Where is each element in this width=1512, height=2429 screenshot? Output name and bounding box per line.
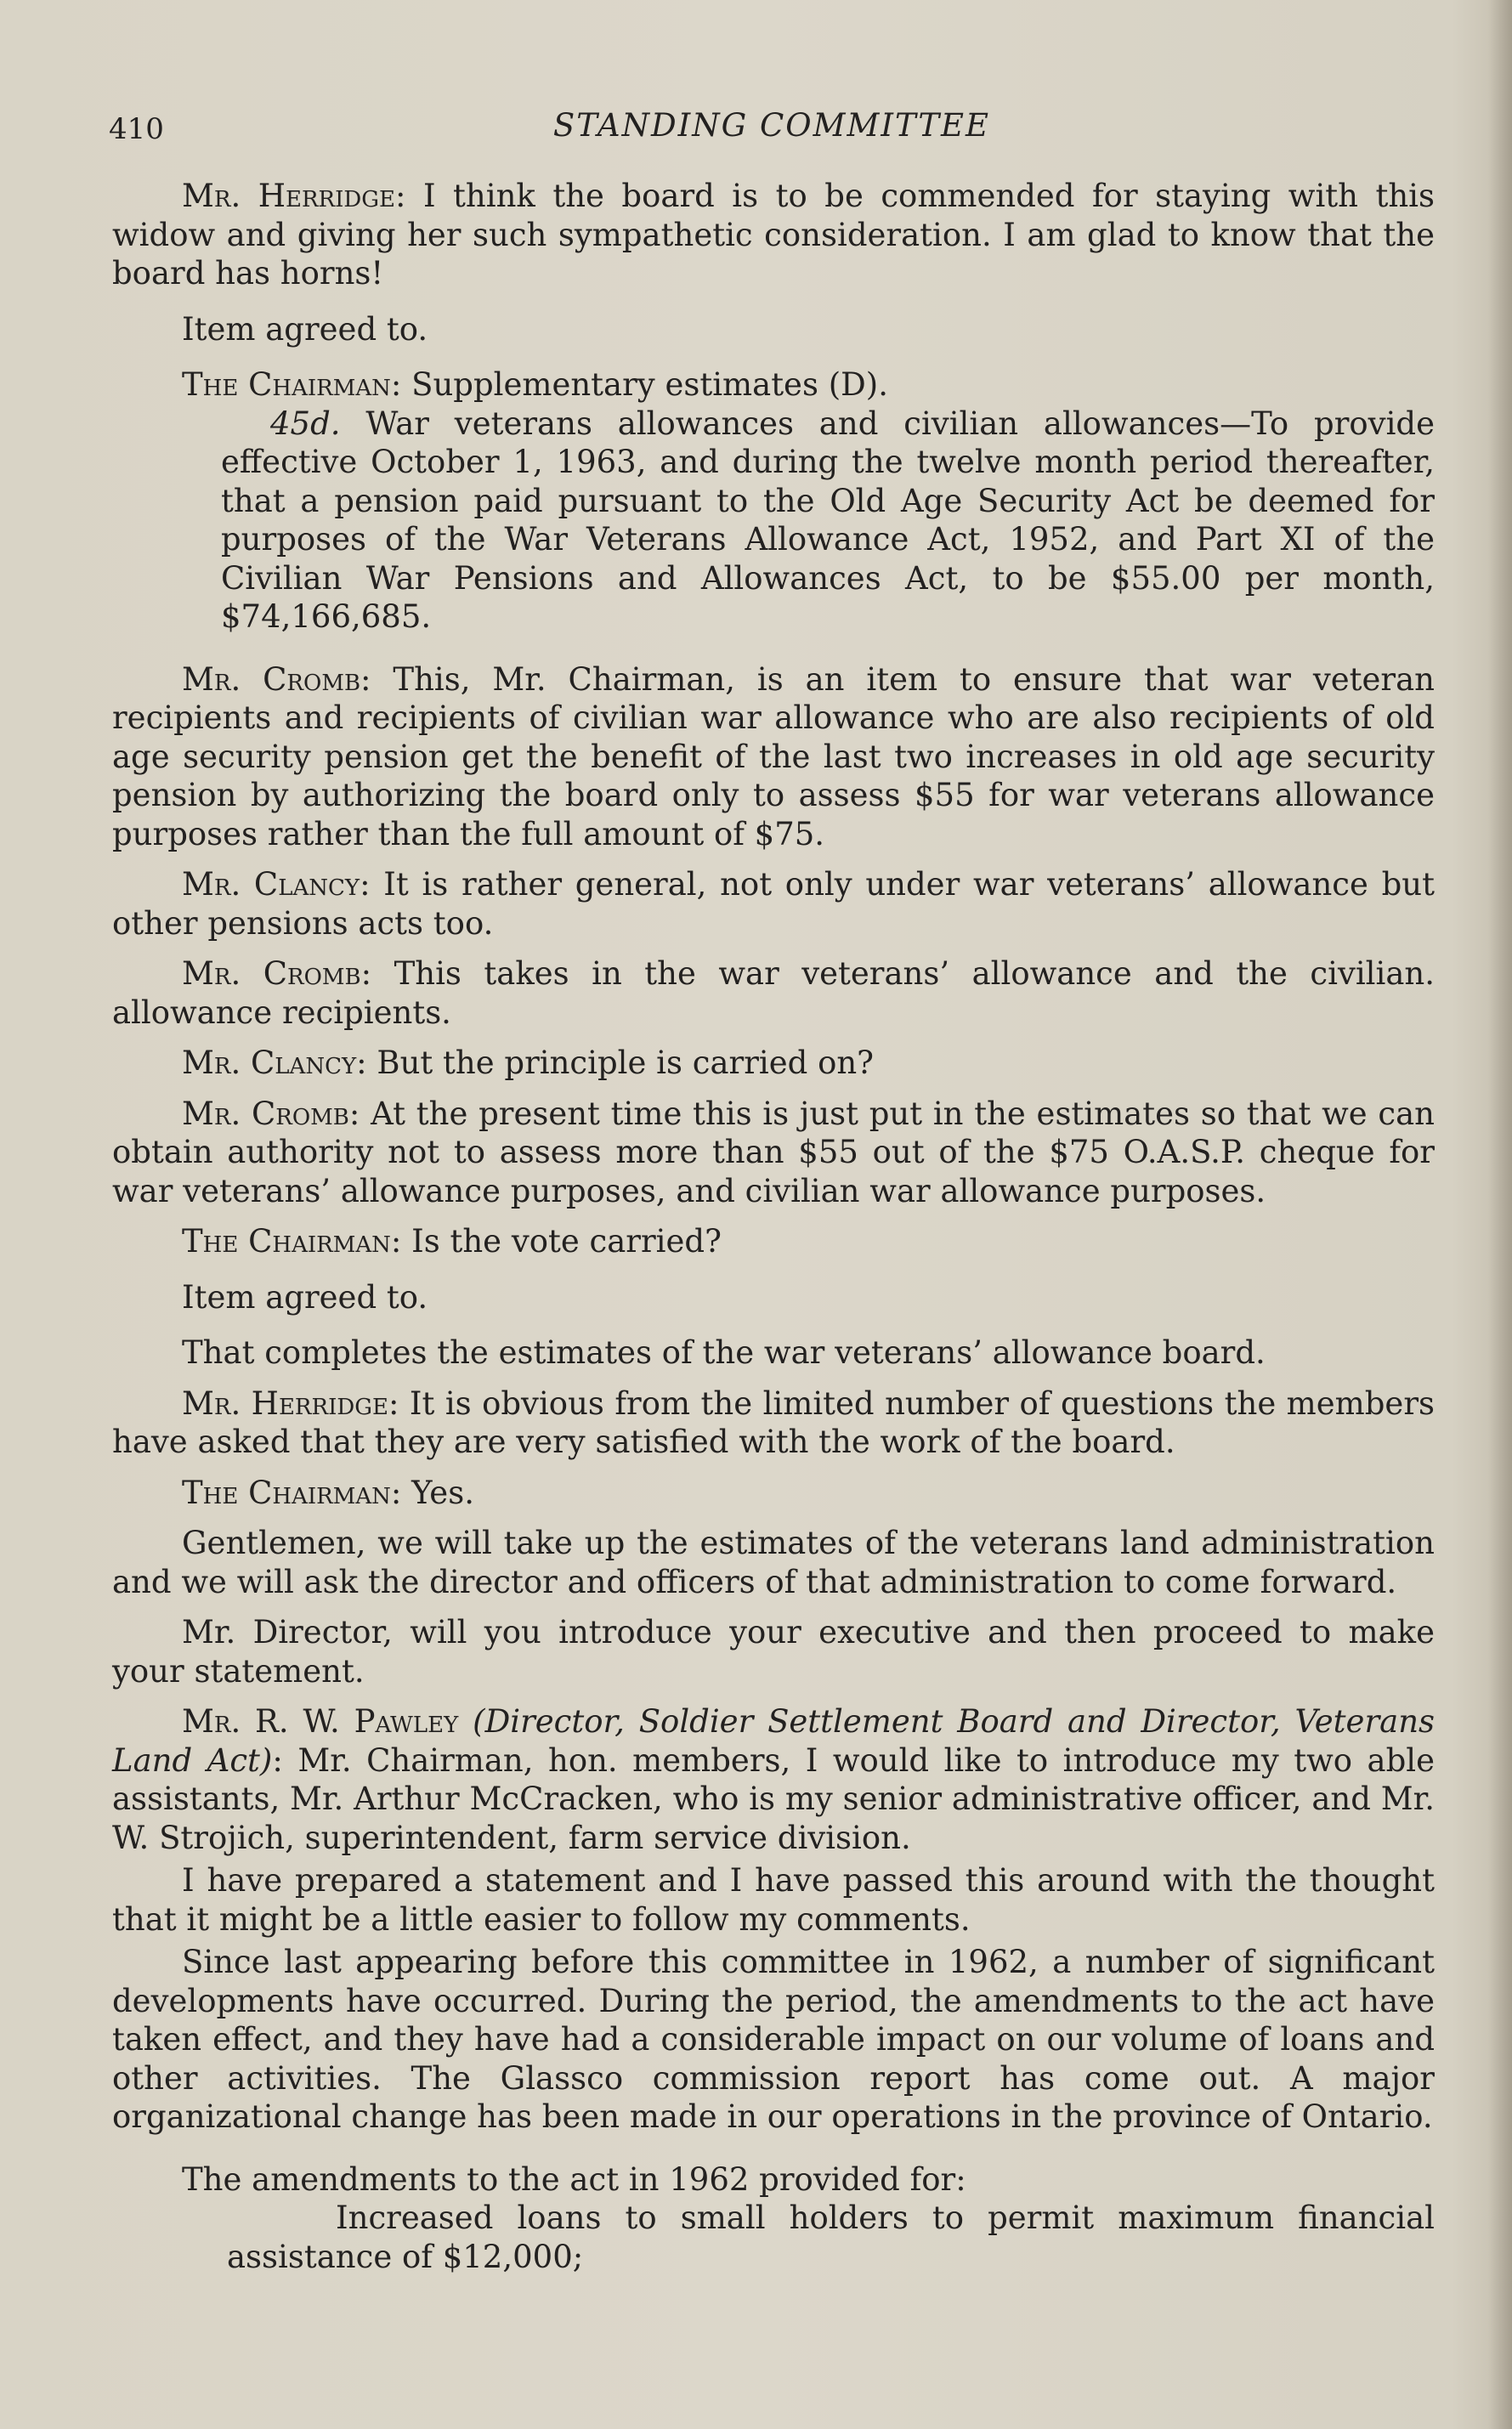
paragraph: [112, 2160, 1435, 2200]
paragraph-text: The amendments to the act in 1962 provided for:: [182, 2160, 966, 2198]
text-body: [112, 177, 1435, 2276]
paragraph-text: Is the vote carried?: [411, 1223, 722, 1260]
speaker-name: The Chairman: [182, 1474, 391, 1511]
paragraph: [112, 1613, 1435, 1690]
paragraph-text: At the present time this is just put in the estimates so that we can obtain authority not to assess more than $55 out of the $75 O.A.S.P. cheque for war veterans’ allowance purposes, and civilian war allowance purposes.: [112, 1095, 1436, 1209]
paragraph-text: This takes in the war veterans’ allowance and the civilian. allowance recipients.: [112, 955, 1435, 1031]
speaker-name: Mr. Cromb: [182, 955, 361, 992]
paragraph: The Chairman: Yes.: [182, 1474, 474, 1511]
paragraph: Mr. Cromb: At the present time this is just put in the estimates so that we can obtain authority not to assess more than $55 out of the $75 O.A.S.P. cheque for war veterans’ allowance purposes, and civilian war allowance purposes.: [112, 1095, 1436, 1209]
paragraph-text: That completes the estimates of the war veterans’ allowance board.: [182, 1334, 1266, 1371]
paragraph-text: But the principle is carried on?: [377, 1045, 875, 1081]
speaker-name: Mr. Herridge: [182, 178, 395, 214]
paragraph: [112, 1333, 1435, 1373]
speaker-name: The Chairman: [182, 366, 391, 403]
paragraph: Mr. Clancy: But the principle is carried on?: [182, 1045, 875, 1081]
page-edge-shadow: [1488, 0, 1512, 2429]
paragraph-text: Item agreed to.: [182, 310, 428, 348]
paragraph: Mr. Herridge: It is obvious from the limited number of questions the members have asked that they are very satisfied with the work of the board.: [112, 1384, 1435, 1460]
speaker-name: The Chairman: [182, 1223, 391, 1260]
speaker-title: (Director, Soldier Settlement Board and Director, Veterans Land Act): [112, 1703, 1436, 1779]
paragraph: The Chairman: Supplementary estimates (D).: [182, 366, 889, 403]
running-head: [109, 104, 1435, 155]
paragraph-text: Item agreed to.: [182, 1278, 428, 1316]
paragraph: [112, 1524, 1435, 1601]
paragraph: The Chairman: Is the vote carried?: [182, 1223, 722, 1260]
speaker-name: Mr. Cromb: [182, 660, 361, 698]
paragraph: Mr. Herridge: I think the board is to be commended for staying with this widow and giving her such sympathetic consideration. I am glad to know that the board has horns!: [112, 178, 1436, 292]
sub-item: [112, 2199, 1435, 2276]
paragraph: Mr. Cromb: This takes in the war veterans’ allowance and the civilian. allowance recipients.: [112, 955, 1435, 1031]
speaker-name: Mr. Herridge: [182, 1384, 388, 1422]
paragraph: Mr. Clancy: It is rather general, not only under war veterans’ allowance but other pensions acts too.: [112, 866, 1435, 942]
paragraph-text: It is obvious from the limited number of questions the members have asked that they are very satisfied with the work of the board.: [112, 1384, 1435, 1460]
quote-text: War veterans allowances and civilian allowances—To provide effective October 1, 1963, and during the twelve month period thereafter, that a pension paid pursuant to the Old Age Security Act be deemed for purposes of the War Veterans Allowance Act, 1952, and Part XI of the Civilian War Pensions and Allowances Act, to be $55.00 per month, $74,166,685.: [221, 405, 1435, 635]
header-title: STANDING COMMITTEE: [552, 107, 991, 144]
speaker-name: Mr. R. W. Pawley: [182, 1703, 459, 1740]
paragraph-text: It is rather general, not only under war veterans’ allowance but other pensions acts too.: [112, 866, 1435, 942]
paragraph: Mr. R. W. Pawley (Director, Soldier Settlement Board and Director, Veterans Land Act): Mr. Chairman, hon. members, I would like to introduce my two able assistants, Mr. Arthur McCracken, who is my senior administrative officer, and Mr. W. Strojich, superintendent, farm service division.: [112, 1703, 1436, 1856]
page-number: 410: [109, 112, 164, 146]
paragraph: [112, 1278, 1435, 1317]
speaker-name: Mr. Clancy: [182, 1045, 357, 1081]
paragraph-text: This, Mr. Chairman, is an item to ensure that war veteran recipients and recipients of civilian war allowance who are also recipients of old age security pension get the benefit of the last two increases in old age security pension by authorizing the board only to assess $55 for war veterans allowance purposes rather than the full amount of $75.: [112, 660, 1435, 852]
paragraph: [112, 310, 1435, 349]
paragraph-text: Increased loans to small holders to permit maximum financial assistance of $12,000;: [227, 2200, 1435, 2275]
paragraph: [112, 1861, 1435, 1939]
quote-number: 45d.: [270, 405, 341, 442]
paragraph-text: Since last appearing before this committee in 1962, a number of significant developments have occurred. During the period, the amendments to the act have taken effect, and they have had a considerable impact on our volume of loans and other activities. The Glassco commission report has come out. A major organizational change has been made in our operations in the province of Ontario.: [112, 1944, 1435, 2135]
paragraph: Mr. Cromb: This, Mr. Chairman, is an item to ensure that war veteran recipients and recipients of civilian war allowance who are also recipients of old age security pension get the benefit of the last two increases in old age security pension by authorizing the board only to assess $55 for war veterans allowance purposes rather than the full amount of $75.: [112, 660, 1435, 852]
paragraph-text: Gentlemen, we will take up the estimates of the veterans land administration and we will ask the director and officers of that administration to come forward.: [112, 1525, 1435, 1600]
paragraph-text: Yes.: [411, 1474, 474, 1511]
speaker-name: Mr. Clancy: [182, 866, 360, 903]
paragraph-text: Mr. Director, will you introduce your executive and then proceed to make your statement.: [112, 1614, 1435, 1690]
paragraph: [112, 1943, 1435, 2137]
paragraph-text: I think the board is to be commended for staying with this widow and giving her such sympathetic consideration. I am glad to know that the board has horns!: [112, 178, 1436, 292]
paragraph-text: Mr. Chairman, hon. members, I would like to introduce my two able assistants, Mr. Arthur McCracken, who is my senior administrative officer, and Mr. W. Strojich, superintendent, farm service division.: [112, 1741, 1436, 1856]
paragraph-text: I have prepared a statement and I have passed this around with the thought that it might be a little easier to follow my comments.: [112, 1862, 1435, 1938]
speaker-name: Mr. Cromb: [182, 1095, 349, 1132]
paragraph-text: Supplementary estimates (D).: [411, 366, 889, 403]
block-quote: [112, 405, 1435, 637]
